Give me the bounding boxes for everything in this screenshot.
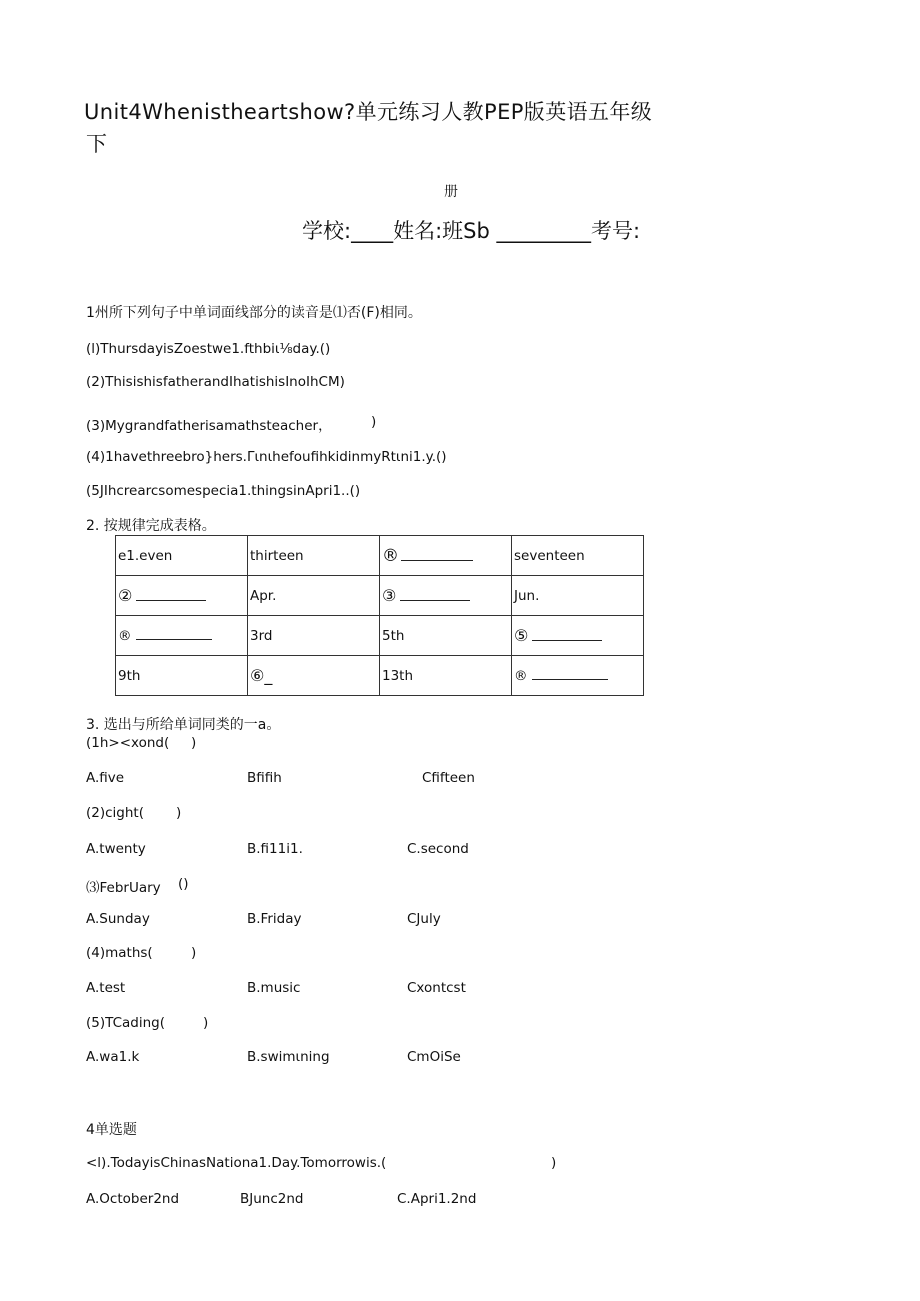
answer-blank[interactable]: [401, 548, 473, 561]
section1-item-3-paren: ): [371, 414, 377, 430]
s3-q3-stem: ⑶FebrUary: [86, 880, 161, 896]
s3-q5-option-a[interactable]: A.wa1.k: [86, 1049, 140, 1065]
s3-q1-option-b[interactable]: Bfifih: [247, 770, 282, 786]
answer-blank[interactable]: [136, 588, 206, 601]
section1-item-5: (5JIhcrearcsomespecia1.thingsinApri1..(): [86, 483, 361, 499]
answer-blank[interactable]: [532, 667, 608, 680]
table-cell: 9th: [116, 656, 248, 696]
table-cell: e1.even: [116, 536, 248, 576]
section1-heading: 1州所下列句子中单词面线部分的读音是⑴否(F)相同。: [86, 305, 422, 321]
table-row: [116, 656, 644, 696]
s3-q5-paren: ): [203, 1015, 209, 1031]
section1-item-2: (2)ThisishisfatherandIhatishisInoIhCM): [86, 374, 345, 390]
s3-q3-paren: (): [178, 876, 189, 892]
s4-q1-stem: <l).TodayisChinasNationa1.Day.Tomorrowis.(: [86, 1155, 387, 1171]
document-title-line2: 下: [86, 132, 107, 156]
table-cell: Jun.: [512, 576, 644, 616]
s3-q2-option-c[interactable]: C.second: [407, 841, 469, 857]
table-cell: ®: [512, 656, 644, 696]
document-title-line3: 册: [444, 184, 458, 200]
table-cell: ⑤: [512, 616, 644, 656]
s3-q4-paren: ): [191, 945, 197, 961]
s3-q4-option-a[interactable]: A.test: [86, 980, 126, 996]
s3-q5-option-b[interactable]: B.swimιning: [247, 1049, 330, 1065]
s4-q1-option-b[interactable]: BJunc2nd: [240, 1191, 304, 1207]
s3-q1-option-a[interactable]: A.five: [86, 770, 125, 786]
table-cell: thirteen: [248, 536, 380, 576]
student-info-line: 学校:____姓名:班Sb _________考号:: [302, 219, 641, 243]
s3-q2-option-b[interactable]: B.fi11i1.: [247, 841, 303, 857]
s3-q5-stem: (5)TCading(: [86, 1015, 165, 1031]
s3-q4-stem: (4)maths(: [86, 945, 153, 961]
section2-heading: 2. 按规律完成表格。: [86, 518, 216, 534]
table-cell: Apr.: [248, 576, 380, 616]
table-cell: 3rd: [248, 616, 380, 656]
s3-q1-paren: ): [191, 735, 197, 751]
table-cell: ®: [380, 536, 512, 576]
s3-q4-option-b[interactable]: B.music: [247, 980, 301, 996]
document-title-line1: Unit4Whenistheartshow?单元练习人教PEP版英语五年级: [84, 100, 653, 124]
answer-blank[interactable]: [400, 588, 470, 601]
table-cell: ②: [116, 576, 248, 616]
answer-blank[interactable]: [532, 628, 602, 641]
table-cell: ③: [380, 576, 512, 616]
s3-q2-paren: ): [176, 805, 182, 821]
s3-q1-stem: (1h><xond(: [86, 735, 170, 751]
section3-heading: 3. 选出与所给单词同类的一a。: [86, 717, 281, 733]
table-cell: ®: [116, 616, 248, 656]
table-cell: 5th: [380, 616, 512, 656]
s3-q3-option-b[interactable]: B.Friday: [247, 911, 302, 927]
section1-item-4: (4)1havethreebro}hers.ΓιnιhefoufihkidinmyRtιni1.y.(): [86, 449, 447, 465]
s3-q2-stem: (2)cight(: [86, 805, 144, 821]
section1-item-3: (3)Mygrandfatherisamathsteacher，: [86, 418, 332, 434]
s3-q2-option-a[interactable]: A.twenty: [86, 841, 146, 857]
table-cell: seventeen: [512, 536, 644, 576]
table-row: [116, 616, 644, 656]
pattern-table: [115, 535, 644, 696]
answer-blank[interactable]: [136, 627, 212, 640]
s4-q1-paren: ): [551, 1155, 557, 1171]
s3-q1-option-c[interactable]: Cfifteen: [422, 770, 475, 786]
table-cell: ⑥_: [248, 656, 380, 696]
s4-q1-option-c[interactable]: C.Apri1.2nd: [397, 1191, 477, 1207]
section1-item-1: (l)ThursdayisZoestwe1.fthbiι⅛day.(): [86, 341, 331, 357]
s3-q5-option-c[interactable]: CmOiSe: [407, 1049, 461, 1065]
table-row: [116, 576, 644, 616]
s3-q4-option-c[interactable]: Cxontcst: [407, 980, 466, 996]
section4-heading: 4单选题: [86, 1122, 137, 1138]
table-cell: 13th: [380, 656, 512, 696]
s3-q3-option-a[interactable]: A.Sunday: [86, 911, 150, 927]
s3-q3-option-c[interactable]: CJuly: [407, 911, 441, 927]
s4-q1-option-a[interactable]: A.October2nd: [86, 1191, 180, 1207]
table-row: [116, 536, 644, 576]
